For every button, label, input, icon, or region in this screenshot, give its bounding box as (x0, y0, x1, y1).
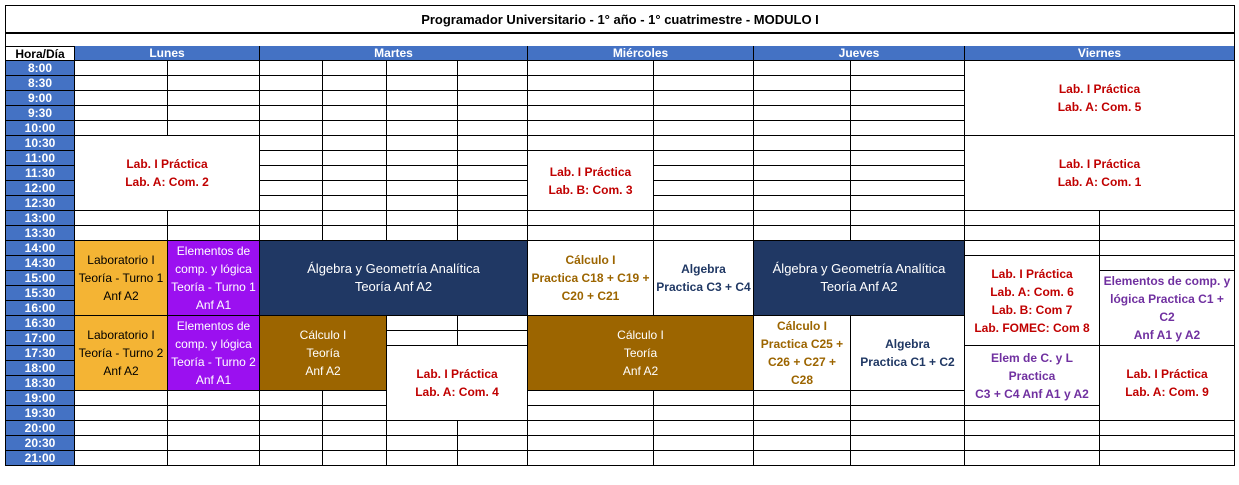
schedule-grid-cell (754, 91, 851, 106)
class-block-miercoles-calculo-practica: Cálculo I Practica C18 + C19 + C20 + C21 (528, 241, 654, 316)
schedule-grid-cell (654, 91, 754, 106)
schedule-grid-cell (75, 76, 168, 91)
schedule-grid-cell (851, 91, 965, 106)
schedule-grid-cell (260, 136, 323, 151)
class-block-jueves-algebra-teoria: Álgebra y Geometría Analítica Teoría Anf A2 (754, 241, 965, 316)
schedule-grid-cell (1100, 421, 1235, 436)
schedule-grid-cell (851, 151, 965, 166)
schedule-grid-cell (965, 436, 1100, 451)
schedule-grid-cell (323, 136, 387, 151)
schedule-grid-cell (458, 91, 528, 106)
schedule-grid-cell (654, 436, 754, 451)
schedule-grid-cell (654, 151, 754, 166)
schedule-grid-cell (654, 391, 754, 406)
schedule-grid-cell (387, 181, 458, 196)
time-slot-label: 10:00 (5, 121, 75, 136)
schedule-grid-cell (75, 436, 168, 451)
schedule-grid-cell (754, 166, 851, 181)
schedule-grid-cell (851, 391, 965, 406)
schedule-grid-cell (528, 61, 654, 76)
schedule-grid-cell (75, 226, 168, 241)
schedule-grid-cell (754, 181, 851, 196)
class-block-martes-calculo-teoria: Cálculo I Teoría Anf A2 (260, 316, 387, 391)
schedule-grid-cell (323, 151, 387, 166)
class-block-lunes-lab-com2: Lab. I Práctica Lab. A: Com. 2 (75, 136, 260, 211)
schedule-grid-cell (851, 451, 965, 466)
schedule-grid-cell (851, 406, 965, 421)
time-slot-label: 18:00 (5, 361, 75, 376)
time-slot-label: 11:30 (5, 166, 75, 181)
schedule-grid-cell (754, 391, 851, 406)
class-block-martes-algebra-teoria: Álgebra y Geometría Analítica Teoría Anf A2 (260, 241, 528, 316)
schedule-grid-cell (260, 106, 323, 121)
schedule-grid-cell (1100, 451, 1235, 466)
schedule-grid-cell (965, 241, 1100, 256)
schedule-grid-cell (168, 226, 260, 241)
class-block-miercoles-calculo-teoria: Cálculo I Teoría Anf A2 (528, 316, 754, 391)
schedule-grid-cell (528, 436, 654, 451)
schedule-grid-cell (965, 211, 1100, 226)
schedule-grid-cell (323, 121, 387, 136)
schedule-grid-cell (965, 226, 1100, 241)
class-block-jueves-calculo-practica: Cálculo I Practica C25 + C26 + C27 + C28 (754, 316, 851, 391)
schedule-grid-cell (528, 76, 654, 91)
schedule-grid-cell (168, 406, 260, 421)
class-block-viernes-elementos-practica: Elementos de comp. y lógica Practica C1 + C2 Anf A1 y A2 (1100, 271, 1235, 346)
schedule-grid-cell (754, 76, 851, 91)
schedule-grid-cell (260, 196, 323, 211)
schedule-grid-cell (1100, 241, 1235, 256)
schedule-grid-cell (458, 316, 528, 331)
schedule-grid-cell (754, 406, 851, 421)
schedule-grid-cell (458, 181, 528, 196)
schedule-grid-cell (168, 391, 260, 406)
header-day-lunes: Lunes (75, 46, 260, 61)
schedule-grid-cell (75, 106, 168, 121)
schedule-grid-cell (754, 61, 851, 76)
schedule-grid-cell (654, 421, 754, 436)
schedule-grid-cell (323, 451, 387, 466)
schedule-grid-cell (323, 181, 387, 196)
schedule-grid-cell (754, 121, 851, 136)
time-slot-label: 19:00 (5, 391, 75, 406)
schedule-grid-cell (168, 106, 260, 121)
time-slot-label: 21:00 (5, 451, 75, 466)
time-slot-label: 8:00 (5, 61, 75, 76)
schedule-grid-cell (851, 196, 965, 211)
schedule-title: Programador Universitario - 1° año - 1° cuatrimestre - MODULO I (5, 5, 1235, 33)
time-slot-label: 13:30 (5, 226, 75, 241)
schedule-grid-cell (75, 211, 168, 226)
time-slot-label: 9:00 (5, 91, 75, 106)
class-block-lunes-laboratorio-t2: Laboratorio I Teoría - Turno 2 Anf A2 (75, 316, 168, 391)
class-block-viernes-lab-com5: Lab. I Práctica Lab. A: Com. 5 (965, 61, 1235, 136)
schedule-grid-cell (387, 451, 458, 466)
schedule-grid-cell (387, 421, 458, 436)
schedule-grid-cell (260, 436, 323, 451)
header-corner-hora-dia: Hora/Día (5, 46, 75, 61)
schedule-grid-cell (387, 436, 458, 451)
schedule-grid-cell (851, 436, 965, 451)
schedule-grid-cell (654, 106, 754, 121)
schedule-grid-cell (654, 226, 754, 241)
class-block-miercoles-lab-com3: Lab. I Práctica Lab. B: Com. 3 (528, 151, 654, 211)
schedule-grid-cell (458, 451, 528, 466)
time-slot-label: 12:00 (5, 181, 75, 196)
schedule-grid-cell (387, 91, 458, 106)
schedule-grid-cell (458, 106, 528, 121)
header-day-jueves: Jueves (754, 46, 965, 61)
schedule-grid-cell (323, 226, 387, 241)
header-day-miercoles: Miércoles (528, 46, 754, 61)
schedule-grid-cell (168, 421, 260, 436)
schedule-grid-cell (387, 76, 458, 91)
schedule-grid-cell (965, 451, 1100, 466)
schedule-grid-cell (654, 181, 754, 196)
class-block-jueves-algebra-practica: Algebra Practica C1 + C2 (851, 316, 965, 391)
schedule-grid-cell (458, 211, 528, 226)
schedule-grid-cell (323, 391, 387, 406)
schedule-grid-cell (528, 136, 654, 151)
schedule-grid-cell (851, 76, 965, 91)
schedule-grid-cell (75, 91, 168, 106)
schedule-grid-cell (754, 106, 851, 121)
schedule-grid-cell (168, 121, 260, 136)
schedule-grid-cell (1100, 211, 1235, 226)
schedule-grid-cell (851, 61, 965, 76)
schedule-grid-cell (458, 151, 528, 166)
schedule-grid-cell (75, 61, 168, 76)
schedule-grid-cell (654, 451, 754, 466)
time-slot-label: 16:30 (5, 316, 75, 331)
schedule-grid-cell (754, 151, 851, 166)
time-slot-label: 17:30 (5, 346, 75, 361)
schedule-grid-cell (965, 406, 1100, 421)
schedule-grid-cell (654, 166, 754, 181)
class-block-lunes-elementos-t1: Elementos de comp. y lógica Teoría - Turno 1 Anf A1 (168, 241, 260, 316)
schedule-grid-cell (387, 316, 458, 331)
schedule-grid-cell (168, 76, 260, 91)
class-block-viernes-elem-c-l-practica: Elem de C. y L Practica C3 + C4 Anf A1 y A2 (965, 346, 1100, 406)
class-block-viernes-lab-com1: Lab. I Práctica Lab. A: Com. 1 (965, 136, 1235, 211)
schedule-grid-cell (260, 421, 323, 436)
schedule-grid-cell (323, 76, 387, 91)
schedule-grid-cell (754, 211, 851, 226)
schedule-grid-cell (1100, 436, 1235, 451)
schedule-grid-cell (75, 406, 168, 421)
schedule-grid-cell (323, 196, 387, 211)
schedule-grid-cell (1100, 226, 1235, 241)
time-slot-label: 13:00 (5, 211, 75, 226)
time-slot-label: 20:00 (5, 421, 75, 436)
schedule-grid-cell (323, 211, 387, 226)
schedule-grid-cell (654, 406, 754, 421)
time-slot-label: 18:30 (5, 376, 75, 391)
schedule-grid-cell (323, 436, 387, 451)
schedule-grid-cell (528, 211, 654, 226)
schedule-grid-cell (260, 91, 323, 106)
schedule-grid-cell (754, 136, 851, 151)
schedule-grid-cell (168, 211, 260, 226)
schedule-grid-cell (458, 421, 528, 436)
schedule-grid-cell (528, 106, 654, 121)
class-block-miercoles-algebra-practica: Algebra Practica C3 + C4 (654, 241, 754, 316)
schedule-grid-cell (387, 121, 458, 136)
schedule-grid-cell (323, 421, 387, 436)
schedule-grid-cell (323, 106, 387, 121)
schedule-grid-cell (387, 226, 458, 241)
schedule-grid-cell (323, 166, 387, 181)
schedule-grid-cell (1100, 256, 1235, 271)
schedule-grid-cell (323, 406, 387, 421)
class-block-martes-lab-com4: Lab. I Práctica Lab. A: Com. 4 (387, 346, 528, 421)
schedule-grid-cell (851, 166, 965, 181)
schedule-grid-cell (260, 76, 323, 91)
schedule-grid-cell (260, 151, 323, 166)
time-slot-label: 15:00 (5, 271, 75, 286)
schedule-grid-cell (851, 106, 965, 121)
time-slot-label: 9:30 (5, 106, 75, 121)
schedule-grid-cell (851, 211, 965, 226)
schedule-grid-cell (260, 406, 323, 421)
time-slot-label: 19:30 (5, 406, 75, 421)
class-block-lunes-laboratorio-t1: Laboratorio I Teoría - Turno 1 Anf A2 (75, 241, 168, 316)
schedule-grid-cell (528, 451, 654, 466)
time-slot-label: 10:30 (5, 136, 75, 151)
time-slot-label: 11:00 (5, 151, 75, 166)
schedule-grid-cell (387, 166, 458, 181)
time-slot-label: 14:30 (5, 256, 75, 271)
schedule-grid-cell (754, 451, 851, 466)
schedule-grid-cell (851, 136, 965, 151)
header-day-martes: Martes (260, 46, 528, 61)
schedule-grid-cell (260, 121, 323, 136)
schedule-grid-cell (75, 421, 168, 436)
schedule-grid-cell (387, 211, 458, 226)
schedule-grid-cell (75, 391, 168, 406)
schedule-grid-cell (387, 151, 458, 166)
schedule-grid-cell (754, 436, 851, 451)
schedule-grid-cell (851, 226, 965, 241)
schedule-grid-cell (754, 226, 851, 241)
schedule-grid-cell (75, 451, 168, 466)
schedule-grid-cell (965, 421, 1100, 436)
schedule-grid-cell (387, 331, 458, 346)
schedule-grid-cell (458, 226, 528, 241)
schedule-grid-cell (458, 331, 528, 346)
schedule-grid-cell (654, 61, 754, 76)
time-slot-label: 16:00 (5, 301, 75, 316)
schedule-grid-cell (458, 196, 528, 211)
schedule-grid-cell (260, 211, 323, 226)
header-day-viernes: Viernes (965, 46, 1235, 61)
schedule-grid-cell (75, 121, 168, 136)
schedule-grid-cell (528, 421, 654, 436)
schedule-grid-cell (260, 391, 323, 406)
schedule-grid-cell (260, 226, 323, 241)
schedule-grid-cell (260, 451, 323, 466)
schedule-grid-cell (387, 136, 458, 151)
time-slot-label: 15:30 (5, 286, 75, 301)
schedule-grid-cell (754, 421, 851, 436)
schedule-grid-cell (654, 121, 754, 136)
time-slot-label: 14:00 (5, 241, 75, 256)
schedule-grid-cell (458, 136, 528, 151)
schedule-grid-cell (260, 61, 323, 76)
time-slot-label: 17:00 (5, 331, 75, 346)
schedule-grid-cell (528, 406, 654, 421)
schedule-grid-cell (528, 226, 654, 241)
schedule-grid-cell (654, 211, 754, 226)
schedule-grid-cell (168, 451, 260, 466)
schedule-grid-cell (458, 76, 528, 91)
schedule-grid-cell (323, 61, 387, 76)
time-slot-label: 8:30 (5, 76, 75, 91)
schedule-grid-cell (387, 106, 458, 121)
time-slot-label: 12:30 (5, 196, 75, 211)
schedule-grid-cell (168, 61, 260, 76)
schedule-grid-cell (260, 166, 323, 181)
schedule-grid-cell (168, 91, 260, 106)
schedule-grid-cell (851, 121, 965, 136)
schedule-grid-cell (458, 121, 528, 136)
schedule-grid-cell (851, 181, 965, 196)
schedule-grid-cell (387, 196, 458, 211)
schedule-grid-cell (168, 436, 260, 451)
schedule-grid-cell (260, 181, 323, 196)
schedule-grid-cell (851, 421, 965, 436)
schedule-grid-cell (654, 196, 754, 211)
schedule-grid-cell (458, 61, 528, 76)
schedule-grid-cell (528, 91, 654, 106)
schedule-grid-cell (528, 121, 654, 136)
schedule-grid-cell (387, 61, 458, 76)
class-block-viernes-lab-com9: Lab. I Práctica Lab. A: Com. 9 (1100, 346, 1235, 421)
schedule-grid-cell (323, 91, 387, 106)
schedule-grid-cell (654, 136, 754, 151)
schedule-grid-cell (754, 196, 851, 211)
schedule-grid-cell (458, 166, 528, 181)
schedule-grid-cell (458, 436, 528, 451)
class-block-lunes-elementos-t2: Elementos de comp. y lógica Teoría - Turno 2 Anf A1 (168, 316, 260, 391)
time-slot-label: 20:30 (5, 436, 75, 451)
schedule-grid-cell (528, 391, 654, 406)
schedule-grid-cell (654, 76, 754, 91)
class-block-viernes-lab-com6: Lab. I Práctica Lab. A: Com. 6 Lab. B: Com 7 Lab. FOMEC: Com 8 (965, 256, 1100, 346)
